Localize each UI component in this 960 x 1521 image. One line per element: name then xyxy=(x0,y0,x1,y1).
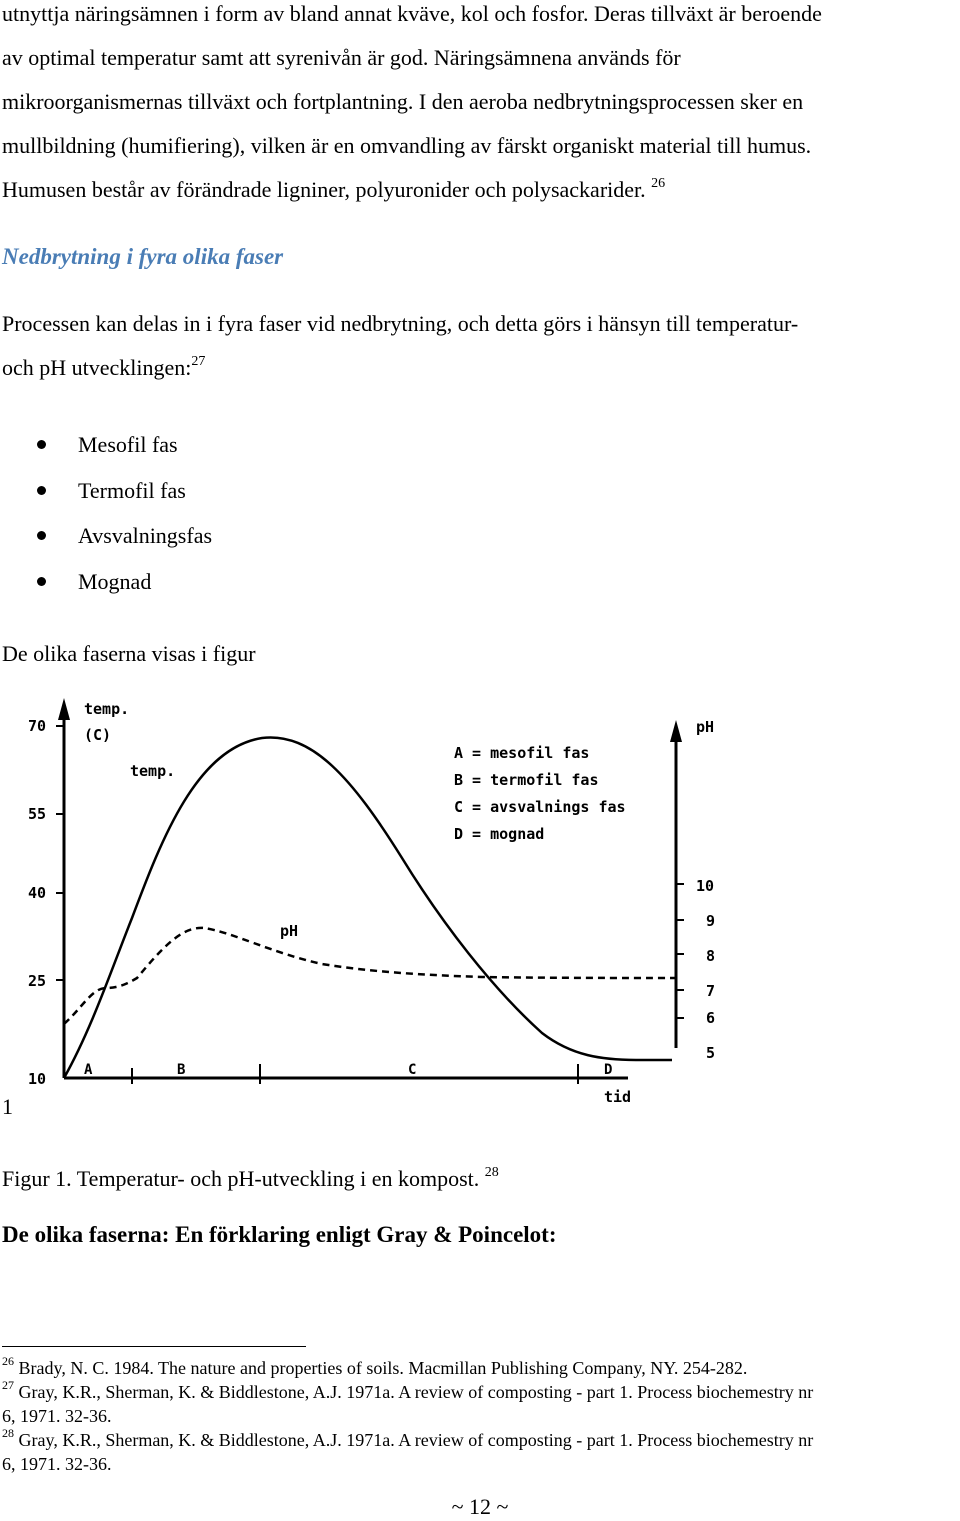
list-item xyxy=(0,468,212,514)
footnote-text: Gray, K.R., Sherman, K. & Biddlestone, A.J. 1971a. A review of composting - part 1. Process biochemestry nr xyxy=(18,1382,814,1402)
right-tick-label: 7 xyxy=(706,982,716,1000)
right-tick-label: 9 xyxy=(706,912,716,930)
footnote-separator xyxy=(2,1346,306,1347)
list-item xyxy=(0,559,212,605)
ph-curve-label: pH xyxy=(280,922,299,940)
phases-explanation-heading: De olika faserna: En förklaring enligt Gray & Poincelot: xyxy=(2,1222,557,1247)
bullet-icon xyxy=(37,440,46,449)
footnote-continuation: 6, 1971. 32-36. xyxy=(2,1454,112,1474)
left-tick-label: 55 xyxy=(28,805,47,823)
intro-paragraph xyxy=(2,0,957,212)
right-axis-title: pH xyxy=(696,718,715,736)
left-axis-unit: (C) xyxy=(84,726,112,744)
caption-text: Figur 1. Temperatur- och pH-utveckling i en kompost. xyxy=(2,1166,480,1191)
figure-number: 1 xyxy=(2,1094,13,1119)
right-tick-label: 6 xyxy=(706,1009,716,1027)
phases-paragraph xyxy=(2,302,957,390)
footnote-number: 28 xyxy=(2,1426,14,1440)
list-item-label: Mesofil fas xyxy=(78,432,178,457)
text-line: De olika faserna visas i figur xyxy=(2,641,256,666)
legend-entry: A = mesofil fas xyxy=(454,744,590,762)
left-tick-label: 40 xyxy=(28,884,47,902)
footnote-number: 27 xyxy=(2,1378,14,1392)
bullet-icon xyxy=(37,486,46,495)
footnote-reference[interactable]: 28 xyxy=(484,1164,499,1180)
legend-entry: C = avsvalnings fas xyxy=(454,798,626,816)
left-axis-title: temp. xyxy=(84,700,130,718)
page-number: ~ 12 ~ xyxy=(451,1494,509,1519)
left-axis-arrow-icon xyxy=(58,698,70,720)
time-axis-label: tid xyxy=(604,1088,632,1106)
bullet-icon xyxy=(37,531,46,540)
right-tick-label: 8 xyxy=(706,947,716,965)
right-axis-arrow-icon xyxy=(670,720,682,742)
right-tick-label: 5 xyxy=(706,1044,716,1062)
text-line: utnyttja näringsämnen i form av bland annat kväve, kol och fosfor. Deras tillväxt är beroende xyxy=(2,1,822,26)
figure-intro xyxy=(2,632,957,676)
right-tick-label: 10 xyxy=(696,877,715,895)
section-heading: Nedbrytning i fyra olika faser xyxy=(2,244,284,269)
phase-marker-d: D xyxy=(604,1062,613,1078)
bullet-icon xyxy=(37,577,46,586)
footnote-number: 26 xyxy=(2,1354,14,1368)
footnote-continuation: 6, 1971. 32-36. xyxy=(2,1406,112,1426)
phase-marker-c: C xyxy=(408,1062,417,1078)
list-item-label: Avsvalningsfas xyxy=(78,523,213,548)
text-line-content: Humusen består av förändrade ligniner, polyuronider och polysackarider. xyxy=(2,177,646,202)
text-line: Processen kan delas in i fyra faser vid nedbrytning, och detta görs i hänsyn till temperatur- xyxy=(2,311,799,336)
footnotes xyxy=(2,1356,958,1476)
phase-list xyxy=(0,422,212,604)
phase-marker-a: A xyxy=(84,1062,93,1078)
footnote-reference[interactable]: 26 xyxy=(651,175,666,191)
footnote xyxy=(2,1356,958,1380)
text-line: av optimal temperatur samt att syrenivån är god. Näringsämnena används för xyxy=(2,45,681,70)
list-item xyxy=(0,513,212,559)
left-tick-label: 25 xyxy=(28,972,47,990)
footnote-reference[interactable]: 27 xyxy=(191,353,206,369)
text-line: mikroorganismernas tillväxt och fortplantning. I den aeroba nedbrytningsprocessen sker en xyxy=(2,89,804,114)
ph-curve xyxy=(64,928,676,1024)
compost-figure xyxy=(22,688,742,1120)
figure-caption xyxy=(2,1166,499,1192)
list-item-label: Termofil fas xyxy=(78,477,186,503)
list-item-label: Mognad xyxy=(78,568,152,594)
left-tick-label: 10 xyxy=(28,1070,47,1088)
legend-entry: B = termofil fas xyxy=(454,771,599,789)
legend-entry: D = mognad xyxy=(454,825,545,843)
text-line-content: och pH utvecklingen: xyxy=(2,355,192,380)
phase-marker-b: B xyxy=(177,1062,186,1078)
footnote xyxy=(2,1428,958,1452)
text-line xyxy=(2,346,957,390)
text-line xyxy=(2,168,957,212)
list-item xyxy=(0,422,212,468)
left-tick-label: 70 xyxy=(28,717,47,735)
temp-curve-label: temp. xyxy=(130,762,176,780)
text-line: mullbildning (humifiering), vilken är en omvandling av färskt organiskt material till humus. xyxy=(2,133,812,158)
footnote xyxy=(2,1380,958,1404)
footnote-text: Brady, N. C. 1984. The nature and properties of soils. Macmillan Publishing Company, NY. 254-282. xyxy=(18,1358,748,1378)
footnote-text: Gray, K.R., Sherman, K. & Biddlestone, A.J. 1971a. A review of composting - part 1. Process biochemestry nr xyxy=(18,1430,814,1450)
figure-image xyxy=(22,688,742,1120)
